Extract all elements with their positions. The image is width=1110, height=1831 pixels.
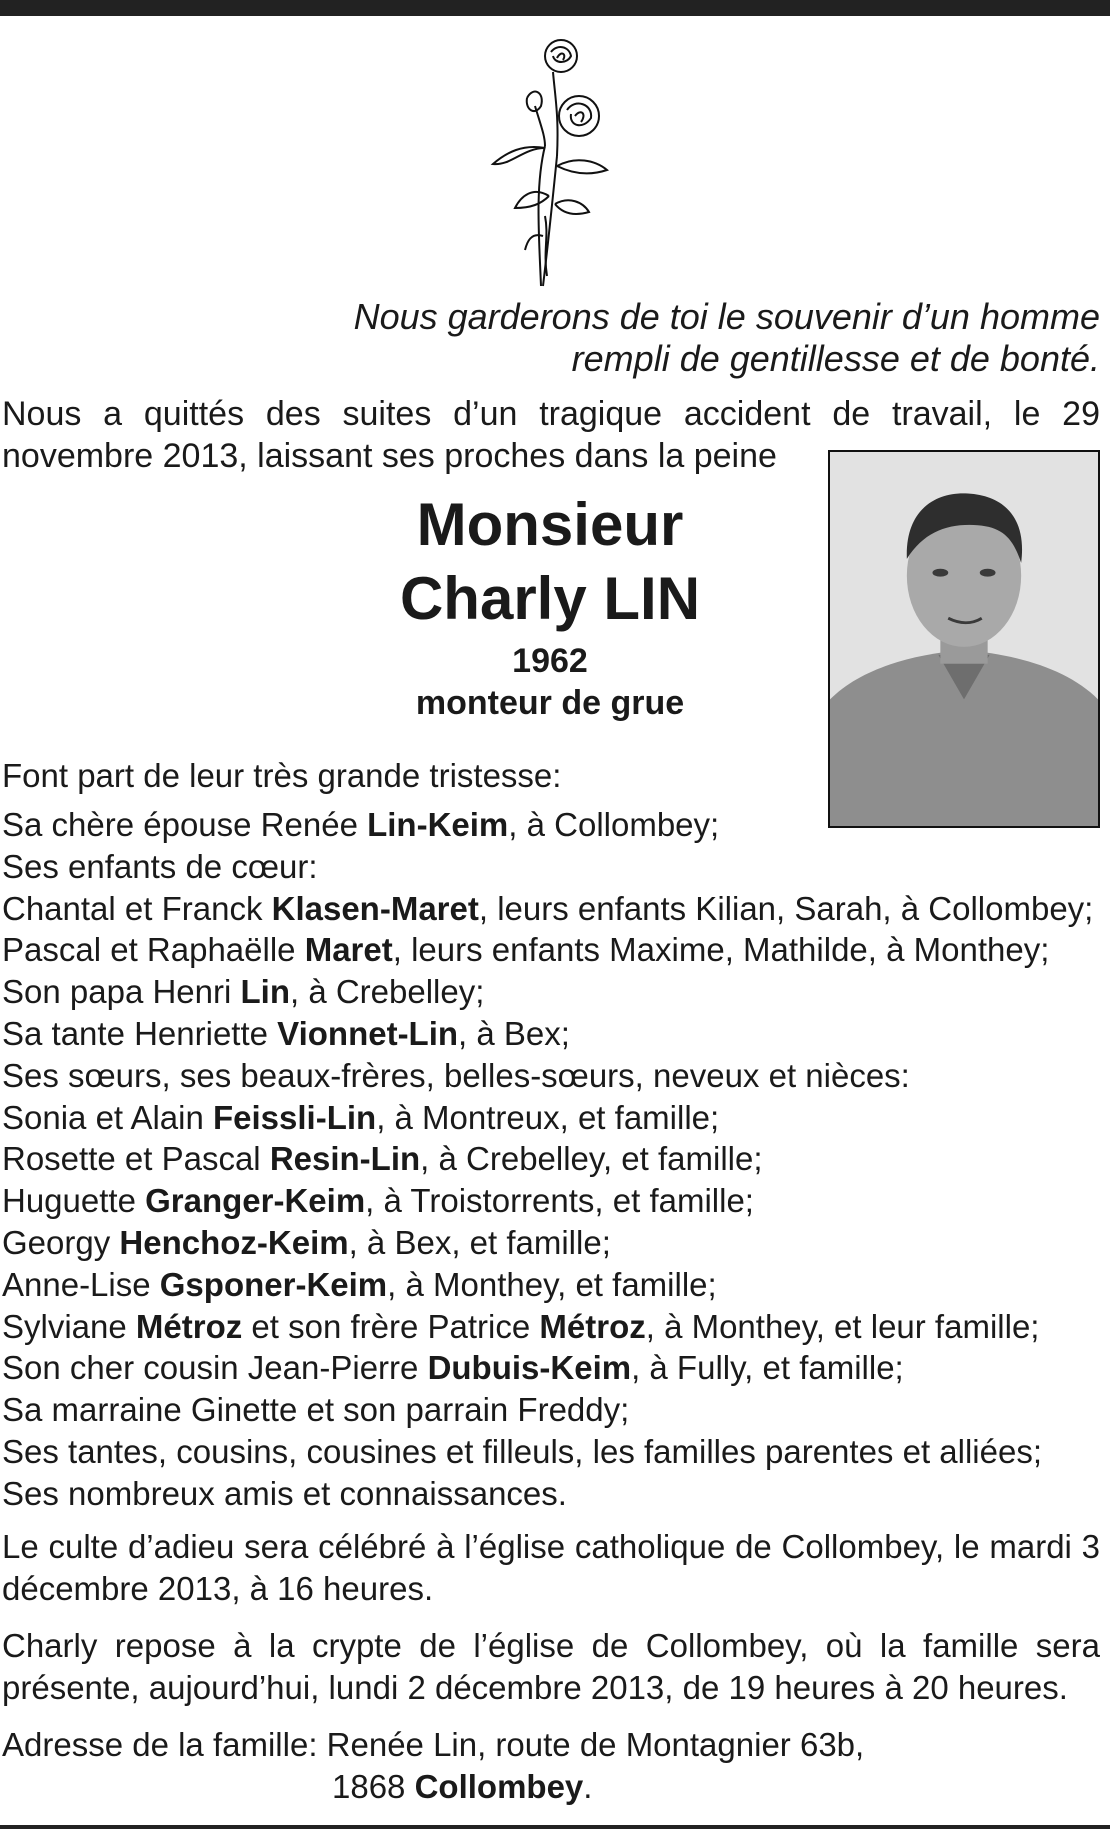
list-item: Sa tante Henriette Vionnet-Lin, à Bex;: [2, 1014, 570, 1052]
honorific: Monsieur: [416, 491, 684, 558]
list-item: Ses enfants de cœur:: [2, 847, 318, 885]
list-item: Sylviane Métroz et son frère Patrice Métroz, à Monthey, et leur famille;: [2, 1307, 1040, 1345]
ceremony-text: Le culte d’adieu sera célébré à l’église catholique de Collombey, le mardi 3 décembre 2013, à 16 heures.: [2, 1528, 1100, 1607]
quote-line-1: Nous garderons de toi le souvenir d’un homme: [353, 296, 1100, 337]
top-rule: [0, 0, 1110, 16]
list-item: Son cher cousin Jean-Pierre Dubuis-Keim, à Fully, et famille;: [2, 1349, 904, 1387]
list-item: Ses nombreux amis et connaissances.: [2, 1474, 567, 1512]
list-item: Huguette Granger-Keim, à Troistorrents, et famille;: [2, 1182, 754, 1220]
repose-text: Charly repose à la crypte de l’église de Collombey, où la famille sera présente, aujourd’hui, lundi 2 décembre 2013, de 19 heures à 20 heures.: [2, 1627, 1100, 1706]
bottom-rule: [0, 1825, 1110, 1829]
epitaph-quote: [280, 296, 1100, 380]
family-address: [2, 1724, 1100, 1808]
rose-illustration: [483, 36, 623, 294]
deceased-heading: [330, 488, 770, 724]
address-line-1: Adresse de la famille: Renée Lin, route de Montagnier 63b,: [2, 1726, 865, 1763]
quote-line-2: rempli de gentillesse et de bonté.: [571, 338, 1100, 379]
list-item: Ses sœurs, ses beaux-frères, belles-sœurs, neveux et nièces:: [2, 1056, 910, 1094]
list-item: Chantal et Franck Klasen-Maret, leurs enfants Kilian, Sarah, à Collombey;: [2, 889, 1094, 927]
intro-text: Nous a quittés des suites d’un tragique accident de travail, le 29 novembre 2013, laissant ses proches dans la peine: [2, 395, 1100, 475]
address-line-2: 1868 Collombey.: [332, 1767, 593, 1805]
list-item: Sa chère épouse Renée Lin-Keim, à Collombey;: [2, 806, 720, 843]
list-item: Rosette et Pascal Resin-Lin, à Crebelley, et famille;: [2, 1140, 763, 1178]
announcement-text: Font part de leur très grande tristesse:: [2, 757, 562, 794]
list-item: Georgy Henchoz-Keim, à Bex, et famille;: [2, 1223, 611, 1261]
deceased-name: Charly LIN: [399, 565, 701, 632]
birth-year: 1962: [512, 642, 588, 680]
list-item: Son papa Henri Lin, à Crebelley;: [2, 973, 485, 1011]
list-item: Pascal et Raphaëlle Maret, leurs enfants Maxime, Mathilde, à Monthey;: [2, 931, 1050, 969]
list-item: Sonia et Alain Feissli-Lin, à Montreux, et famille;: [2, 1098, 720, 1136]
occupation: monteur de grue: [415, 684, 685, 722]
list-item: Sa marraine Ginette et son parrain Freddy;: [2, 1391, 630, 1429]
list-item: Ses tantes, cousins, cousines et filleuls, les familles parentes et alliées;: [2, 1432, 1043, 1470]
list-item: Anne-Lise Gsponer-Keim, à Monthey, et famille;: [2, 1265, 717, 1303]
family-list: [2, 804, 1100, 1515]
